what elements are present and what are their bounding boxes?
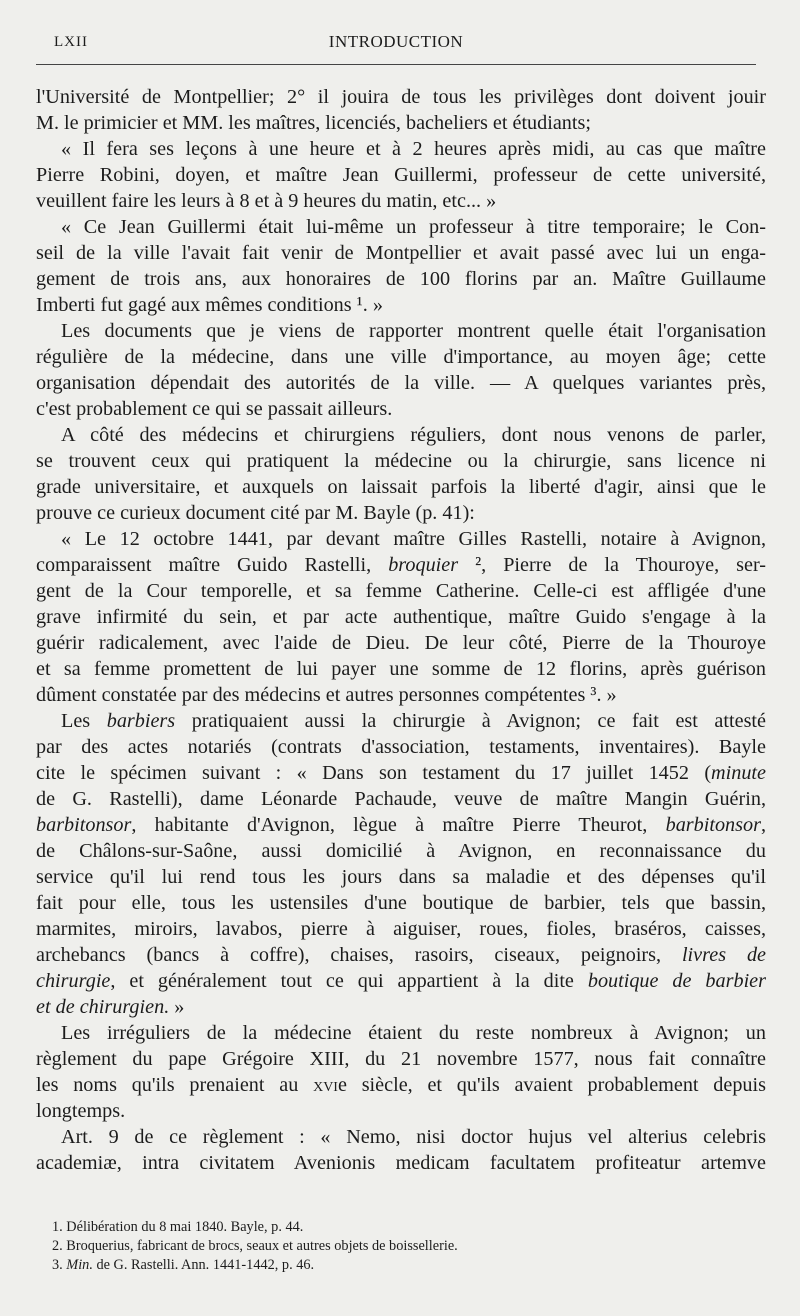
text-line xyxy=(36,344,766,370)
running-title: INTRODUCTION xyxy=(328,32,464,51)
text-run: de Châlons-sur-Saône, aussi domicilié à Avignon, en reconnaissance du xyxy=(36,840,766,862)
text-line xyxy=(36,526,766,552)
italic-run: broquier xyxy=(388,554,459,576)
text-run: Art. 9 de ce règlement : « Nemo, nisi doctor hujus vel alterius celebris xyxy=(61,1126,766,1148)
text-run: prouve ce curieux document cité par M. Bayle (p. 41): xyxy=(36,502,475,524)
text-line xyxy=(36,136,766,162)
page-header xyxy=(36,34,756,56)
text-line xyxy=(36,84,766,110)
text-line xyxy=(36,656,766,682)
text-run: Imberti fut gagé aux mêmes conditions ¹. » xyxy=(36,294,383,316)
text-run: c'est probablement ce qui se passait ailleurs. xyxy=(36,398,393,420)
text-run: 2. Broquerius, fabricant de brocs, seaux et autres objets de boissellerie. xyxy=(52,1238,458,1254)
text-line xyxy=(36,604,766,630)
text-run: organisation dépendait des autorités de la ville. — A quelques variantes près, xyxy=(36,372,766,394)
text-line xyxy=(36,994,766,1020)
text-line xyxy=(36,812,766,838)
text-run: se trouvent ceux qui pratiquent la médecine ou la chirurgie, sans licence ni xyxy=(36,450,766,472)
text-run: 3. xyxy=(52,1257,67,1273)
text-run: dûment constatée par des médecins et autres personnes compétentes ³. » xyxy=(36,684,617,706)
text-run: Pierre Robini, doyen, et maître Jean Guillermi, professeur de cette université, xyxy=(36,164,766,186)
text-run: service qu'il lui rend tous les jours dans sa maladie et des dépenses qu'il xyxy=(36,866,766,888)
text-run: ², Pierre de la Thouroye, ser- xyxy=(458,554,767,576)
text-line xyxy=(36,968,766,994)
text-line xyxy=(36,448,766,474)
text-line xyxy=(36,318,766,344)
text-line xyxy=(36,500,766,526)
italic-run: minute xyxy=(711,762,766,784)
text-run: Les documents que je viens de rapporter montrent quelle était l'organisation xyxy=(61,320,766,342)
text-run: règlement du pape Grégoire XIII, du 21 novembre 1577, nous fait connaître xyxy=(36,1048,766,1070)
text-line xyxy=(36,266,766,292)
text-run: « Il fera ses leçons à une heure et à 2 heures après midi, au cas que maître xyxy=(61,138,766,160)
text-line xyxy=(36,1020,766,1046)
text-run: longtemps. xyxy=(36,1100,126,1122)
footnote xyxy=(52,1237,752,1256)
text-line xyxy=(36,422,766,448)
header-rule xyxy=(36,64,756,65)
text-line xyxy=(36,1046,766,1072)
italic-run: chirurgie xyxy=(36,970,111,992)
italic-run: livres de xyxy=(681,944,766,966)
page-number: LXII xyxy=(54,34,88,50)
footnote xyxy=(52,1256,752,1275)
text-line xyxy=(36,916,766,942)
text-line xyxy=(36,188,766,214)
text-run: marmites, miroirs, lavabos, pierre à aiguiser, roues, fioles, braséros, caisses, xyxy=(36,918,766,940)
text-run: fait pour elle, tous les ustensiles d'une boutique de barbier, tels que bassin, xyxy=(36,892,766,914)
text-run: 1. Délibération du 8 mai 1840. Bayle, p. 44. xyxy=(52,1219,304,1235)
small-caps-run: xvi xyxy=(313,1074,338,1096)
text-run: de G. Rastelli), dame Léonarde Pachaude, veuve de maître Mangin Guérin, xyxy=(36,788,766,810)
text-line xyxy=(36,708,766,734)
italic-run: Min. xyxy=(66,1257,93,1273)
text-line xyxy=(36,838,766,864)
text-line xyxy=(36,942,766,968)
text-run: grade universitaire, et auxquels on laissait parfois la liberté d'agir, ainsi que le xyxy=(36,476,766,498)
text-line xyxy=(36,162,766,188)
text-run: , xyxy=(760,814,766,836)
text-line xyxy=(36,396,766,422)
text-line xyxy=(36,1124,766,1150)
text-line xyxy=(36,240,766,266)
text-run: grave infirmité du sein, et par acte authentique, maître Guido s'engage à la xyxy=(36,606,766,628)
text-run: veuillent faire les leurs à 8 et à 9 heures du matin, etc... » xyxy=(36,190,497,212)
text-line xyxy=(36,1150,766,1176)
text-run: » xyxy=(169,996,185,1018)
text-line xyxy=(36,1098,766,1124)
text-run: gement de trois ans, aux honoraires de 100 florins par an. Maître Guillaume xyxy=(36,268,766,290)
text-line xyxy=(36,864,766,890)
text-run: seil de la ville l'avait fait venir de Montpellier et avait passé avec lui un enga- xyxy=(36,242,766,264)
text-line xyxy=(36,630,766,656)
text-run: et sa femme promettent de lui payer une somme de 12 florins, après guérison xyxy=(36,658,766,680)
text-run: « Ce Jean Guillermi était lui-même un professeur à titre temporaire; le Con- xyxy=(61,216,766,238)
text-line xyxy=(36,474,766,500)
text-line xyxy=(36,682,766,708)
text-run: les noms qu'ils prenaient au xyxy=(36,1074,314,1096)
text-run: Les xyxy=(61,710,107,732)
text-run: l'Université de Montpellier; 2° il jouira de tous les privilèges dont doivent jouir xyxy=(36,86,766,108)
text-run: , habitante d'Avignon, lègue à maître Pierre Theurot, xyxy=(131,814,666,836)
text-run: gent de la Cour temporelle, et sa femme Catherine. Celle-ci est affligée d'une xyxy=(36,580,766,602)
text-run: par des actes notariés (contrats d'association, testaments, inventaires). Bayle xyxy=(36,736,766,758)
text-line xyxy=(36,760,766,786)
text-run: Les irréguliers de la médecine étaient du reste nombreux à Avignon; un xyxy=(61,1022,766,1044)
text-run: cite le spécimen suivant : « Dans son testament du 17 juillet 1452 ( xyxy=(36,762,712,784)
text-run: guérir radicalement, avec l'aide de Dieu. De leur côté, Pierre de la Thouroye xyxy=(36,632,766,654)
text-run: e siècle, et qu'ils avaient probablement depuis xyxy=(337,1074,766,1096)
text-line xyxy=(36,110,766,136)
text-run: , et généralement tout ce qui appartient à la dite xyxy=(110,970,588,992)
text-run: pratiquaient aussi la chirurgie à Avignon; ce fait est attesté xyxy=(175,710,766,732)
text-line xyxy=(36,552,766,578)
text-run: archebancs (bancs à coffre), chaises, rasoirs, ciseaux, peignoirs, xyxy=(36,944,682,966)
text-run: A côté des médecins et chirurgiens réguliers, dont nous venons de parler, xyxy=(61,424,766,446)
text-line xyxy=(36,370,766,396)
text-line xyxy=(36,292,766,318)
text-run: de G. Rastelli. Ann. 1441-1442, p. 46. xyxy=(92,1257,315,1273)
text-line xyxy=(36,890,766,916)
text-run: régulière de la médecine, dans une ville d'importance, au moyen âge; cette xyxy=(36,346,766,368)
text-line xyxy=(36,214,766,240)
text-run: M. le primicier et MM. les maîtres, licenciés, bacheliers et étudiants; xyxy=(36,112,591,134)
text-run: academiæ, intra civitatem Avenionis medicam facultatem profiteatur artemve xyxy=(36,1152,766,1174)
text-line xyxy=(36,1072,766,1098)
text-line xyxy=(36,786,766,812)
italic-run: et de chirurgien. xyxy=(36,996,170,1018)
italic-run: barbitonsor xyxy=(36,814,132,836)
text-run: comparaissent maître Guido Rastelli, xyxy=(36,554,389,576)
body-text xyxy=(36,84,766,1176)
italic-run: barbiers xyxy=(106,710,176,732)
italic-run: barbitonsor xyxy=(665,814,761,836)
text-line xyxy=(36,734,766,760)
text-run: « Le 12 octobre 1441, par devant maître Gilles Rastelli, notaire à Avignon, xyxy=(61,528,766,550)
text-line xyxy=(36,578,766,604)
footnotes xyxy=(52,1218,752,1275)
italic-run: boutique de barbier xyxy=(587,970,766,992)
footnote xyxy=(52,1218,752,1237)
